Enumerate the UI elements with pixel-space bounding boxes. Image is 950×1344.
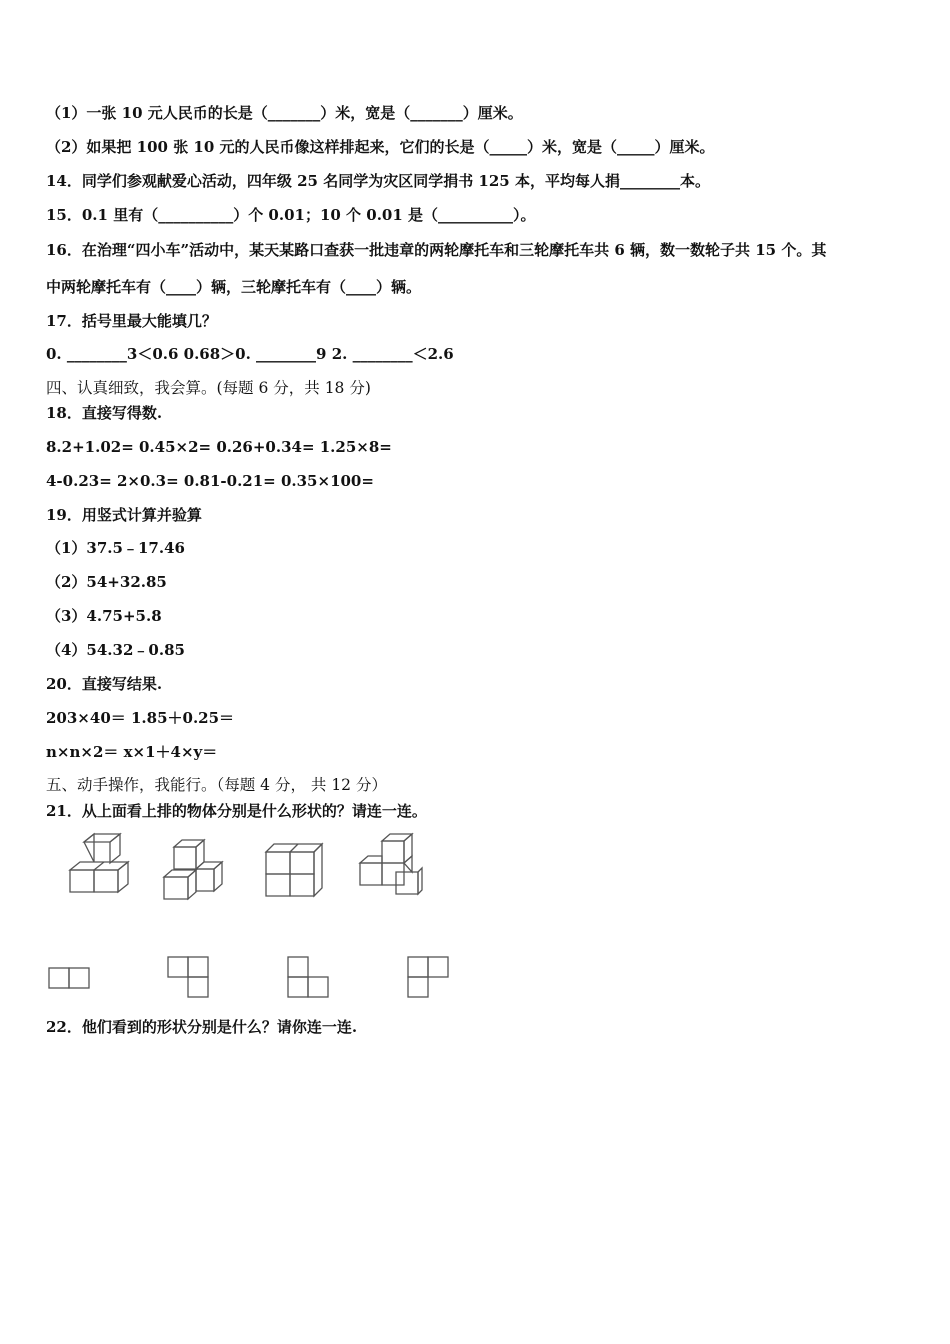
q13-part1: （1）一张 10 元人民币的长是（_______）米，宽是（_______）厘米。 [46, 104, 523, 122]
q13-part2: （2）如果把 100 张 10 元的人民币像这样排起来，它们的长是（_____）米，宽是（_____）厘米。 [46, 138, 715, 156]
section-5-heading: 五、动手操作，我能行。（每题 4 分， 共 12 分） [46, 776, 387, 794]
question-19-item3: （3）4.75+5.8 [46, 607, 162, 625]
cube-figure-2 [164, 840, 222, 899]
cube-figure-4 [360, 834, 422, 894]
top-view-shape-1 [49, 968, 89, 988]
question-19-item1: （1）37.5﹣17.46 [46, 539, 185, 557]
question-21-figures [40, 825, 480, 1010]
question-19-item4: （4）54.32﹣0.85 [46, 641, 185, 659]
question-18: 18．直接写得数. [46, 404, 163, 422]
question-17-items: 0. ________3＜0.6 0.68＞0. ________9 2. ________＜2.6 [46, 345, 454, 363]
question-22: 22．他们看到的形状分别是什么？请你连一连. [46, 1018, 358, 1036]
question-16-line2: 中两轮摩托车有（____）辆，三轮摩托车有（____）辆。 [46, 278, 422, 296]
question-18-row1: 8.2+1.02= 0.45×2= 0.26+0.34= 1.25×8= [46, 438, 392, 456]
cube-figure-3 [266, 844, 322, 896]
question-17: 17．括号里最大能填几？ [46, 312, 217, 330]
section-4-heading: 四、认真细致，我会算。(每题 6 分，共 18 分) [46, 379, 371, 397]
question-16-line1: 16．在治理“四小车”活动中，某天某路口查获一批违章的两轮摩托车和三轮摩托车共 6 辆，数一数轮子共 15 个。其 [46, 241, 827, 259]
top-view-shape-3 [288, 957, 328, 997]
question-15: 15．0.1 里有（__________）个 0.01；10 个 0.01 是（__________）。 [46, 206, 536, 224]
question-20-row2: n×n×2＝ x×1＋4×y＝ [46, 743, 218, 761]
question-14: 14．同学们参观献爱心活动，四年级 25 名同学为灾区同学捐书 125 本，平均每人捐________本。 [46, 172, 710, 190]
question-19-item2: （2）54+32.85 [46, 573, 167, 591]
top-view-shape-4 [408, 957, 448, 997]
top-view-shape-2 [168, 957, 208, 997]
question-19: 19．用竖式计算并验算 [46, 506, 202, 524]
question-18-row2: 4-0.23= 2×0.3= 0.81-0.21= 0.35×100= [46, 472, 374, 490]
question-20: 20．直接写结果. [46, 675, 163, 693]
cube-figure-1 [70, 834, 128, 892]
question-21: 21．从上面看上排的物体分别是什么形状的？请连一连。 [46, 802, 427, 820]
question-20-row1: 203×40＝ 1.85＋0.25＝ [46, 709, 235, 727]
